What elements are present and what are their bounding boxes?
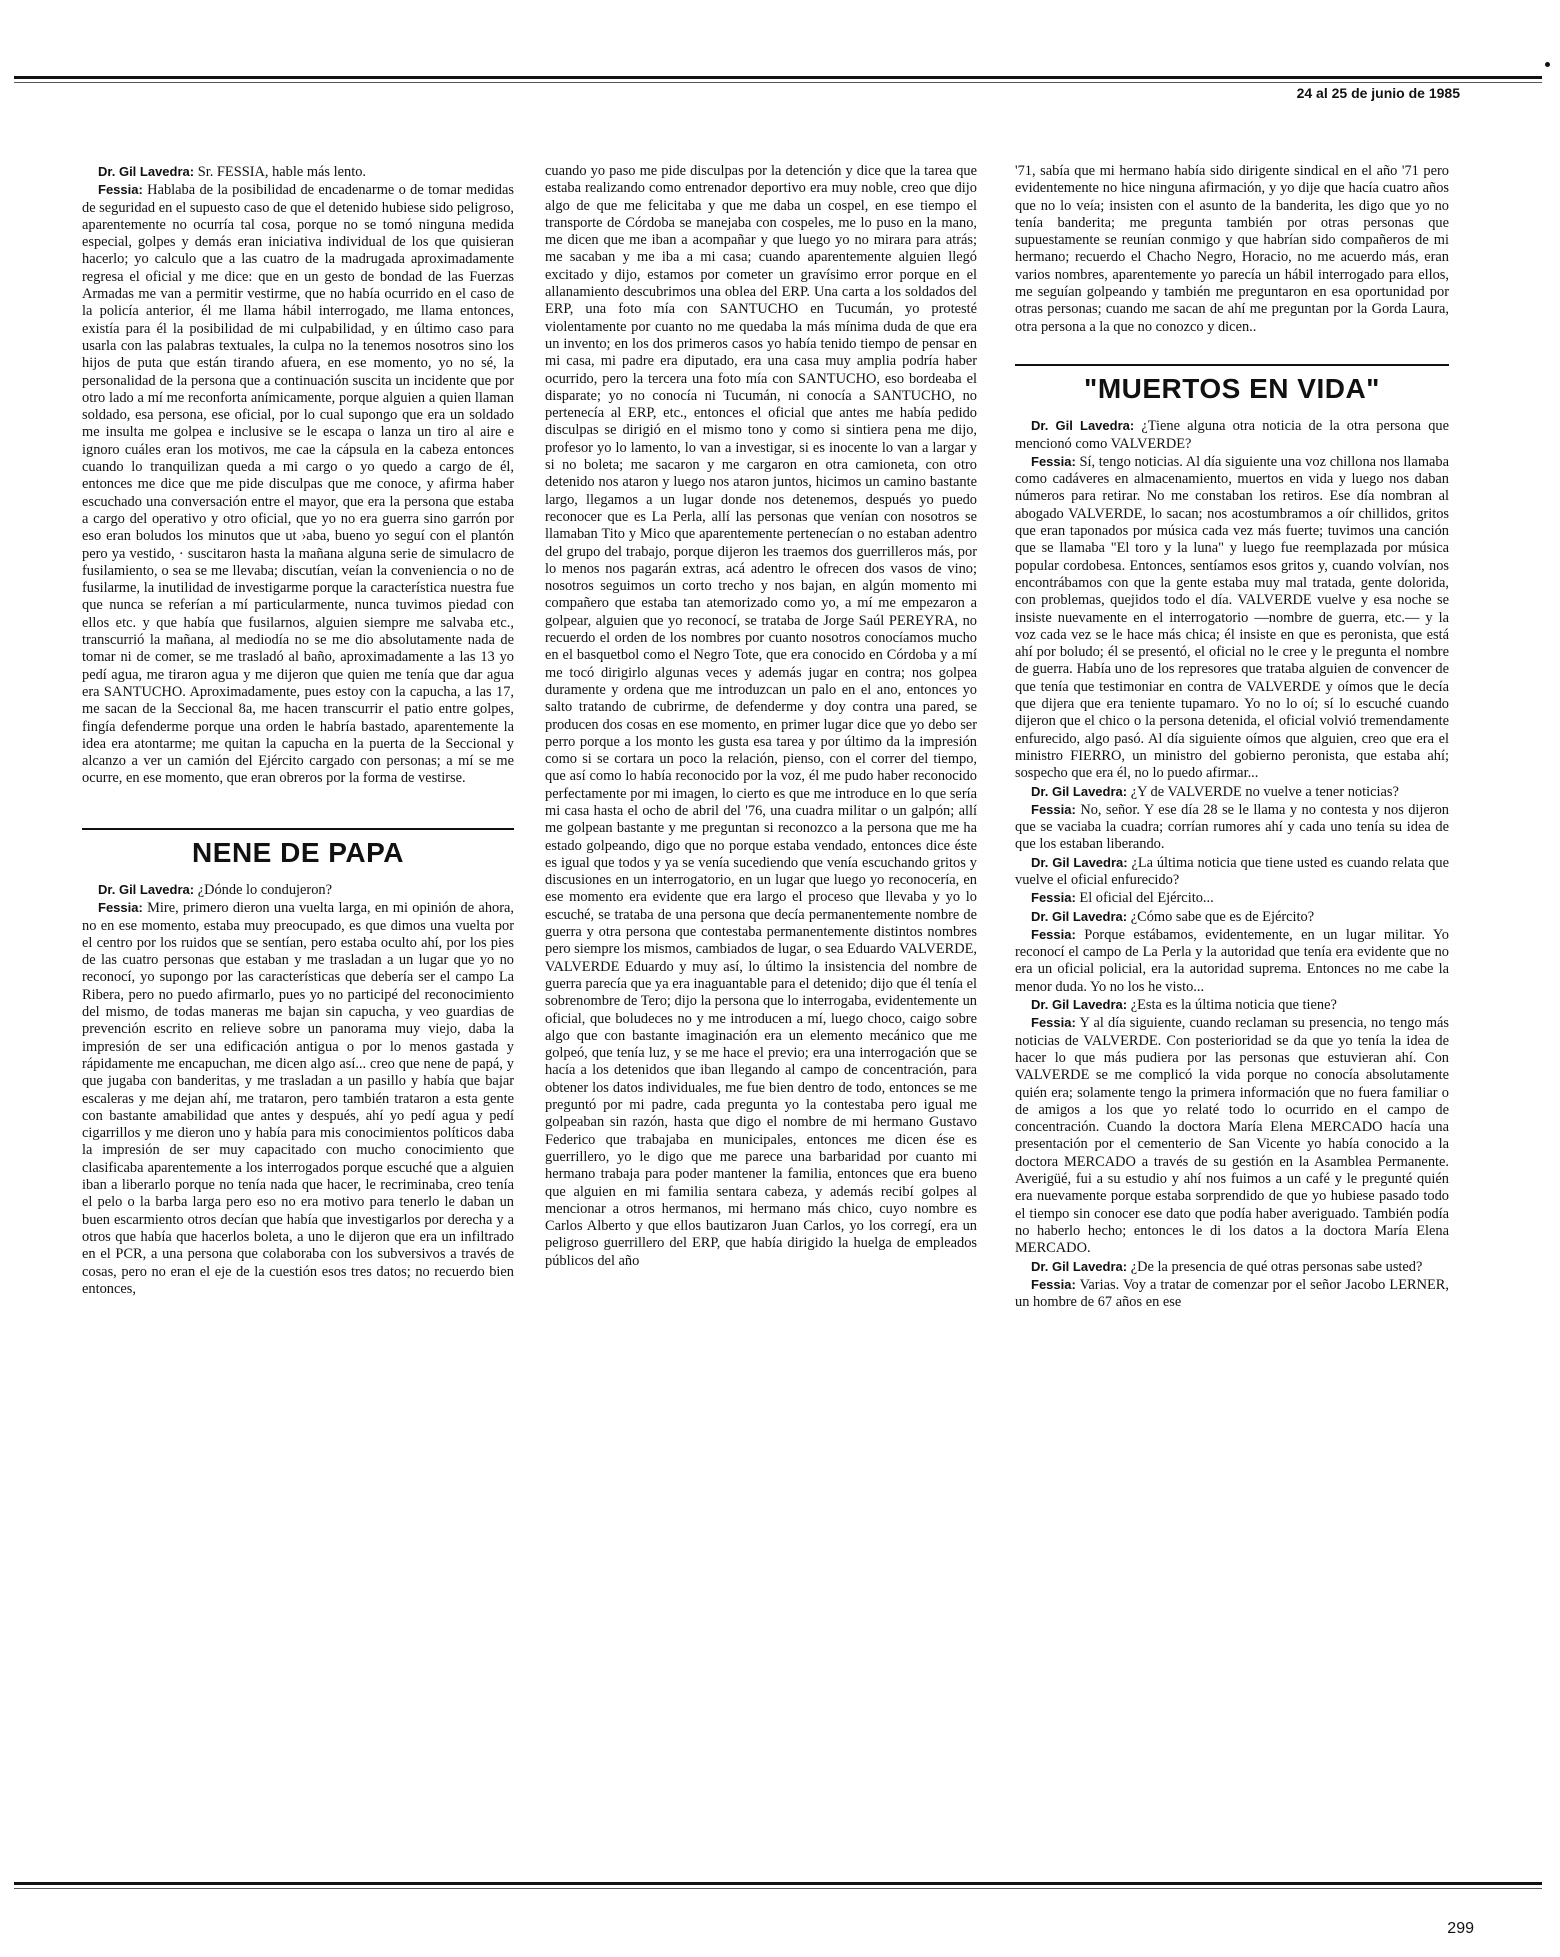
- paragraph: [1015, 783, 1449, 801]
- page-date: 24 al 25 de junio de 1985: [1296, 85, 1460, 101]
- header-rule-thin: [14, 82, 1542, 83]
- speaker-label: Fessia:: [98, 182, 143, 198]
- speaker-label: Dr. Gil Lavedra:: [1031, 783, 1128, 799]
- speaker-label: Fessia:: [1031, 801, 1076, 817]
- speaker-label: Fessia:: [1031, 926, 1076, 942]
- section-heading: NENE DE PAPA: [82, 828, 514, 861]
- footer-rule: [14, 1882, 1542, 1885]
- speaker-label: Fessia:: [98, 900, 143, 916]
- speaker-label: Fessia:: [1031, 453, 1076, 469]
- paragraph-text: ¿Cómo sabe que es de Ejército?: [1130, 908, 1315, 925]
- paragraph-text: Porque estábamos, evidentemente, en un lugar militar. Yo reconocí el campo de La Perla y la autoridad que tenía era evidente que no era un oficial policial, era la autoridad suprema. Entonces no me cabe la menor duda. Yo no los he visto...: [1015, 926, 1449, 995]
- paragraph: [1015, 453, 1449, 783]
- column-2: [545, 163, 977, 1270]
- paragraph: [1015, 417, 1449, 453]
- paragraph: [545, 163, 977, 1270]
- paragraph: [82, 163, 514, 181]
- paragraph: [1015, 163, 1449, 336]
- footer-rule-thin: [14, 1888, 1542, 1889]
- column-3: [1015, 163, 1449, 1311]
- paragraph: [1015, 926, 1449, 996]
- paragraph-text: ¿Y de VALVERDE no vuelve a tener noticias?: [1130, 783, 1399, 800]
- speaker-label: Dr. Gil Lavedra:: [98, 881, 195, 897]
- speaker-label: Dr. Gil Lavedra:: [1031, 418, 1135, 434]
- paragraph: [1015, 1276, 1449, 1312]
- paragraph-text: ¿La última noticia que tiene usted es cuando relata que vuelve el oficial enfurecido?: [1015, 854, 1449, 888]
- paragraph-text: ¿Tiene alguna otra noticia de la otra persona que mencionó como VALVERDE?: [1015, 418, 1449, 452]
- speaker-label: Dr. Gil Lavedra:: [98, 164, 195, 179]
- paragraph: [1015, 801, 1449, 854]
- speaker-label: Dr. Gil Lavedra:: [1031, 854, 1128, 870]
- margin-dot: [1545, 62, 1550, 67]
- speaker-label: Fessia:: [1031, 1015, 1076, 1031]
- paragraph-text: Varias. Voy a tratar de comenzar por el señor Jacobo LERNER, un hombre de 67 años en ese: [1015, 1276, 1449, 1311]
- paragraph-text: ¿Dónde lo condujeron?: [197, 881, 332, 898]
- header-rule: [14, 76, 1542, 79]
- paragraph: [1015, 1014, 1449, 1257]
- page-number: 299: [1447, 1920, 1474, 1937]
- paragraph: [82, 899, 514, 1298]
- paragraph: [1015, 854, 1449, 890]
- paragraph: [82, 881, 514, 899]
- section-heading: "MUERTOS EN VIDA": [1015, 364, 1449, 397]
- paragraph-text: Mire, primero dieron una vuelta larga, en mi opinión de ahora, no en ese momento, estaba muy preocupado, es que dimos una vuelta por el centro por los ruidos que se sentían, pero estaba oculto ahí, por los pies de las cuatro personas que estaban y me trasladan a un lugar que yo no reconocí, yo supongo por las características que debería ser el campo La Ribera, pero no puedo afirmarlo, pues yo no participé del reconocimiento del mismo, de todas maneras me bajan sin capucha, y veo guardias de prevención escrito en relieve sobre un panorama muy viejo, daba la impresión de ser una edificación antigua o por lo menos gastada y rápidamente me encapuchan, me dicen algo así... creo que nene de papá, y que jugaba con banderitas, y me trasladan a un pasillo y había que bajar escaleras y me dejan ahí, me trataron, pero también trataron a esta gente con bastante amabilidad que antes y después, ahí yo pedí agua y pedí cigarrillos y me dieron uno y había para mis conocimientos políticos daba la impresión de ser muy capacitado con mucho conocimiento que clasificaba aparentemente a los interrogados porque escuché que a alguien iban a liberarlo porque no tenía nada que hacer, le recriminaba, creo tenía el pelo o la barba larga pero eso no era motivo para tenerlo le daban un buen escarmiento otros decían que había que investigarlos por derecha y a otros que había que hacerlos boleta, a uno le dijeron que era un infiltrado en el PCR, a una persona que colaboraba con los subversivos a través de cosas, pero no eran el eje de la cuestión esos tres datos; no recuerdo bien entonces,: [82, 900, 514, 1297]
- paragraph: [1015, 908, 1449, 926]
- paragraph: [1015, 996, 1449, 1014]
- paragraph: [82, 181, 514, 787]
- paragraph-text: Y al día siguiente, cuando reclaman su presencia, no tengo más noticias de VALVERDE. Con posterioridad se da que yo tenía la idea de hacer lo que más pudiera por las personas que estuvieran ahí. Con VALVERDE se me complicó la vida porque no conocía absolutamente quién era; solamente tengo la primera información que no fuera familiar o de amigos a los que yo relaté todo lo ocurrido en el campo de concentración. Cuando la doctora María Elena MERCADO hacía una presentación por el cementerio de San Vicente yo había conocido a la doctora MERCADO a través de su gestión en la Asamblea Permanente. Averigüé, fui a su estudio y ahí nos fuimos a un café y le pregunté quién era nuevamente porque estaba sorprendido de que yo hubiese pasado todo el tiempo sin conocer ese dato que podía haber averiguado. También podía no haberlo hecho; entonces le di los datos a la doctora María Elena MERCADO.: [1015, 1015, 1449, 1257]
- paragraph-text: Hablaba de la posibilidad de encadenarme o de tomar medidas de seguridad en el supuesto caso de que el detenido hubiese sido peligroso, aparentemente no ocurría tal cosa, porque no se tomó ninguna medida especial, golpes y demás eran iniciativa individual de los que quisieran hacerlo; yo calculo que a las cuatro de la madrugada aproximadamente regresa el oficial y me dice: que en un gesto de bondad de las Fuerzas Armadas me van a permitir vestirme, que no había ocurrido en el caso de la policía anterior, él me llama hábil interrogado, me llama entonces, existía para él la posibilidad de mi culpabilidad, y en último caso para usarla con las palabras textuales, la culpa no la tenemos nosotros sino los hijos de puta que están tirando afuera, en ese momento, yo no sé, la personalidad de la persona que a continuación suscita un incidente que por otro lado a mí me reconforta anímicamente, porque alguien a quien llaman soldado, esa persona, ese oficial, por lo cual supongo que era un soldado me insulta me golpea e inclusive se le escapa o lanza un tiro al aire e ignoro cuáles eran los motivos, me cae la cápsula en la cabeza entonces cuando lo tranquilizan queda a mi cargo o yo quedo a cargo de él, entonces me dice que me pide disculpas que me conoce, y afirma haber escuchado una conversación entre el mayor, que era la persona que estaba a cargo del operativo y otro oficial, que yo no era guerra sino garrón por eso eran boludos los minutos que ut ›aba, bueno yo seguí con el plantón pero ya vestido, · suscitaron hasta la mañana alguna serie de simulacro de fusilamiento, o sea se me llevaba; discutían, veían la conveniencia o no de fusilarme, la inutilidad de investigarme porque la característica nuestra fue que nunca se referían a mí particularmente, nunca tuvimos piedad con ellos etc. y que había que fusilarnos, alguien siempre me salvaba etc., transcurrió la mañana, al mediodía no se me dio absolutamente nada de tomar ni de comer, se me trasladó al baño, aproximadamente a las 13 yo pedí agua, me tiraron agua y me dijeron que quien me tenía que dar agua era SANTUCHO. Aproximadamente, pues estoy con la capucha, a las 17, me sacan de la Seccional 8a, me hacen transcurrir el patio entre golpes, fingía defenderme porque una orden le habría bastado, aparentemente la idea era atontarme; me quitan la capucha en la puerta de la Seccional y alcanzo a ver un camión del Ejército cargado con personas; a mí se me ocurre, en ese momento, que eran obreros por la forma de vestirse.: [82, 182, 515, 787]
- speaker-label: Dr. Gil Lavedra:: [1031, 997, 1128, 1013]
- column-1: [82, 163, 514, 1298]
- speaker-label: Dr. Gil Lavedra:: [1031, 1258, 1128, 1274]
- paragraph-text: cuando yo paso me pide disculpas por la detención y dice que la tarea que estaba realizando como entrenador deportivo era muy noble, creo que dijo algo de que me felicitaba y que me daba un cospel, en ese tiempo el transporte de Córdoba se manejaba con cospeles, me lo puso en la mano, me dicen que me iban a acompañar y que luego yo no mirara para atrás; me sacaban y me iba a mi casa; cuando aparentemente alguien llegó excitado y dijo, estamos por cometer un gravísimo error porque en el allanamiento descubrimos una oblea del ERP. Una carta a los soldados del ERP, una foto mía con SANTUCHO en Tucumán, yo protesté violentamente por cuanto no me quedaba la más mínima duda de que era un invento; en los dos primeros casos yo había tenido tiempo de pensar en mi casa, mi padre era diputado, era una casa muy amplia podría haber ocurrido, pero la tercera una foto mía con SANTUCHO, eso bordeaba el disparate; yo no conocía ni Tucumán, ni conocía a SANTUCHO, no pertenecía al ERP, etc., entonces el oficial que antes me había pedido disculpas se dirigió en el mismo tono y como si sintiera pena me dijo, profesor yo lo lamento, lo van a investigar, si es inocente lo van a largar y si no boleta; me sacaron y me cargaron en otra camioneta, con otro detenido nos ataron y luego nos ataron juntos, hicimos un camino bastante largo, llegamos a un lugar donde nos detenemos, después yo puedo reconocer que es La Perla, allí las personas que venían con nosotros se llamaban Tito y Mico que aparentemente pertenecían o no estaban adentro del grupo del trabajo, porque dijeron les traemos dos guerrilleros más, por lo menos nos pagarán extras, acá adentro le ofrecen dos vasos de vino; nosotros seguimos un corto trecho y nos bajan, en algún momento mi compañero que estaba tan atemorizado como yo, a mí me empezaron a golpear, alguien que yo reconocí, se trataba de Jorge Saúl PEREYRA, no recuerdo el orden de los nombres por cuanto nosotros conocíamos mucho en el basquetbol como el Negro Tote, que era conocido en Córdoba y a mí me tocó dirigirlo algunas veces y además jugar en contra; nos golpea duramente y ordena que me introduzcan un palo en el ano, entonces yo salto tratando de cubrirme, de defenderme y doy contra una pared, se producen dos cosas en ese momento, en primer lugar dice que yo debo ser perro porque a los monto les gusta esa tarea y por último da la impresión como si se cortara un poco la relación, pienso, con el correr del tiempo, que así como lo había reconocido por la voz, él me pudo haber reconocido perfectamente por mi imagen, lo cierto es que me introduce en lo que sería mi casa hasta el ocho de abril del '76, una cuadra militar o un galpón; allí me golpean bastante y me preguntan si reconozco a la persona que me ha estado golpeando, digo que no porque estaba vendado, entonces dice éste es igual que todos y ya se venía sucediendo que venía escuchando gritos y discusiones en un interrogatorio, en un lugar que luego yo reconocería, en ese momento era evidente que era largo el proceso que llevaba y yo lo escuché, se trataba de una persona que decía permanentemente nombre de guerra y otra persona que contestaba permanentemente distintos nombres pero siempre los mismos, cambiados de lugar, o sea Eduardo VALVERDE, VALVERDE Eduardo y muy así, lo último la insistencia del nombre de guerra parecía que ya era inaguantable para el detenido; dijo que él tenía el sobrenombre de Tero; dijo la persona que lo interrogaba, evidentemente un oficial, que boludeces no y me introducen a mí, luego choco, caigo sobre algo que con bastante imaginación era un elemento mecánico que me golpeó, que tenía luz, y se me hace el previo; era una interrogación que se hacía a los detenidos que iban llegando al campo de concentración, para obtener los datos individuales, me fue bien dentro de todo, entonces se me preguntó por mi padre, cada pregunta yo la contestaba pero igual me golpeaban sin razón, hasta que digo el nombre de mi hermano Gustavo Federico que trabajaba en municipales, entonces me dicen ése es guerrillero, yo le digo que me parece una barbaridad por cuanto mi hermano trabaja para poder mantener la familia, entonces que era bueno que alguien en mi familia sentara cabeza, y además recibí golpes al mencionar a otros hermanos, mi hermano más chico, cuyo nombre es Carlos Alberto y que ellos bautizaron Juan Carlos, yo los corregí, era un peligroso guerrillero del ERP, que había dirigido la huelga de empleados públicos del año: [545, 163, 978, 1269]
- paragraph: [1015, 1258, 1449, 1276]
- paragraph-text: Sr. FESSIA, hable más lento.: [197, 164, 366, 180]
- paragraph-text: '71, sabía que mi hermano había sido dirigente sindical en el año '71 pero evidentemente no hice ninguna afirmación, y yo dije que hacía cuatro años que no lo veía; insisten con el asunto de la banderita, les digo que yo no tenía banderita; me pregunta también por otras personas que supuestamente se reunían conmigo y que habrían sido compañeros de mi hermano; recuerdo el Chacho Negro, Horacio, no me acuerdo más, eran varios nombres, aparentemente yo parecía un hábil interrogado para ellos, me seguían golpeando y también me preguntaron en esa oportunidad por otras personas; cuando me sacan de ahí me preguntan por la Gorda Laura, otra persona a la que no conozco y dicen..: [1015, 163, 1449, 335]
- paragraph-text: El oficial del Ejército...: [1079, 890, 1214, 907]
- paragraph-text: ¿Esta es la última noticia que tiene?: [1130, 997, 1337, 1014]
- paragraph-text: No, señor. Y ese día 28 se le llama y no contesta y nos dijeron que se vaciaba la cuadra; corrían rumores ahí y cada uno tenía su idea de que los estaban liberando.: [1015, 801, 1449, 853]
- paragraph-text: ¿De la presencia de qué otras personas sabe usted?: [1130, 1258, 1423, 1275]
- paragraph-text: Sí, tengo noticias. Al día siguiente una voz chillona nos llamaba como cadáveres en almacenamiento, muertos en vida y luego nos daban números para retirar. No me constaban los retiros. Ese día nombran al abogado VALVERDE, lo sacan; nos acostumbramos a oír chillidos, gritos que eran taponados por música cada vez más fuerte; tuvimos una canción que se llamaba "El toro y la luna" y luego fue reemplazada por música popular cordobesa. Entonces, sentíamos esos gritos y, cuando volvían, nos encontrábamos con que la gente estaba muy mal tratada, gente dolorida, con problemas, quejidos todo el día. VALVERDE vuelve y esa noche se insiste nuevamente en el interrogatorio —nombre de guerra, etc.— y la voz cada vez se le hace más chica; él insiste en que es peronista, que está ahí por boludo; él se presentó, el oficial no le cree y le pregunta el nombre de guerra. Había uno de los represores que trataba alguien de convencer de que tenía que testimoniar en contra de VALVERDE y oímos que le decía que dijera que era teniente tupamaro. Yo no lo oí; sí lo escuché cuando dijeron que el chico o la persona detenida, el oficial volvió tremendamente enfurecido, algo pasó. Al día siguiente oímos que alguien, creo que era el ministro FIERRO, un ministro del gobierno peronista, que estaba ahí; sospecho que era él, no lo puedo afirmar...: [1015, 453, 1449, 782]
- paragraph: [1015, 889, 1449, 907]
- speaker-label: Fessia:: [1031, 890, 1076, 906]
- speaker-label: Dr. Gil Lavedra:: [1031, 908, 1128, 924]
- speaker-label: Fessia:: [1031, 1276, 1076, 1292]
